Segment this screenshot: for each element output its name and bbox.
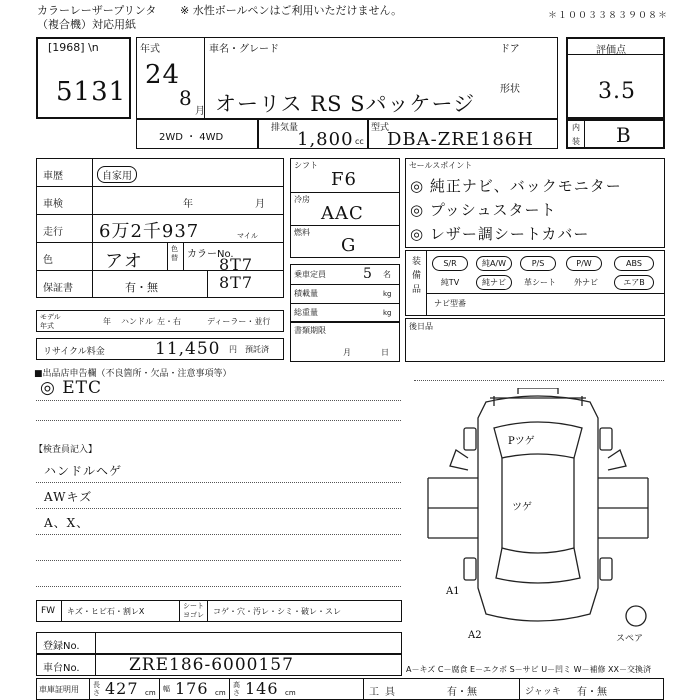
year-value: 24 xyxy=(145,60,181,90)
capacity-value: 5 xyxy=(363,266,373,282)
history-label: 車歴 xyxy=(43,171,63,182)
model-value: オーリス RS Sパッケージ xyxy=(215,92,476,116)
docs-month: 月 xyxy=(343,348,351,357)
model-year-year: 年 xyxy=(103,317,111,326)
recycle-label: リサイクル料金 xyxy=(43,347,105,357)
printer-note-2: （複合機）対応用紙 xyxy=(37,18,136,31)
docs-box xyxy=(290,322,400,362)
inspection-label: 車検 xyxy=(43,199,63,210)
mileage-label: 走行 xyxy=(43,227,63,238)
height-label: 高さ xyxy=(233,681,240,697)
width-label: 幅 xyxy=(163,685,170,693)
capacity-label: 乗車定員 xyxy=(294,270,326,279)
equip-abs: ABS xyxy=(614,256,654,271)
displacement-box xyxy=(258,119,368,149)
history-value: 自家用 xyxy=(97,166,137,183)
declaration-label: ■出品店申告欄（不良箇所・欠品・注意事項等） xyxy=(34,369,232,379)
model-label: 車名・グレード xyxy=(209,44,279,55)
equip-airbag: エアB xyxy=(614,275,654,290)
printer-note: カラーレーザープリンタ xyxy=(37,4,157,17)
interior-label-1: 内 xyxy=(572,123,580,132)
equip-pw: P/W xyxy=(566,256,602,271)
inspector-note-3: A、X、 xyxy=(44,516,90,530)
length-value: 427 xyxy=(105,679,139,698)
docs-day: 日 xyxy=(381,348,389,357)
mark-front: Pツゲ xyxy=(508,436,535,447)
jack-value: 有・無 xyxy=(577,687,607,698)
seat-status: コゲ・穴・汚レ・シミ・破レ・スレ xyxy=(213,607,341,616)
vehicle-header xyxy=(136,37,558,119)
lot-number: 5131 xyxy=(56,77,127,107)
selling-points xyxy=(405,158,665,248)
recycle-row xyxy=(36,338,284,360)
mark-a1: A1 xyxy=(446,586,460,597)
mileage-value: 6万2千937 xyxy=(99,221,200,242)
lot-tag: [1968] \n xyxy=(48,41,99,54)
cc-unit: cc xyxy=(355,137,364,146)
spare-label: スペア xyxy=(616,634,644,644)
colorno-value-2: 8T7 xyxy=(219,273,254,292)
width-unit: cm xyxy=(215,689,226,697)
warranty-value: 有・無 xyxy=(125,281,158,294)
handle-lr: 左・右 xyxy=(157,317,181,326)
capacity-unit: 名 xyxy=(383,270,391,279)
type-label: 型式 xyxy=(371,123,390,133)
inspection-month: 月 xyxy=(255,199,265,210)
equip-tv: 純TV xyxy=(440,278,460,287)
equipment-box xyxy=(405,250,665,316)
fuel-value: G xyxy=(341,235,357,256)
drive-box xyxy=(136,119,258,149)
selling-point-2: ◎ プッシュスタート xyxy=(410,201,557,219)
equip-leather: 革シート xyxy=(524,278,556,287)
handle-label: ハンドル xyxy=(121,317,153,326)
mark-a2: A2 xyxy=(468,630,482,638)
year-month: 8 xyxy=(179,86,193,110)
chassis-value: ZRE186-6000157 xyxy=(129,655,294,675)
jack-label: ジャッキ xyxy=(525,687,561,697)
color-change-label: 色替 xyxy=(171,245,178,262)
score-box xyxy=(566,37,665,119)
equipment-label: 装備品 xyxy=(412,257,422,295)
interior-box xyxy=(566,119,665,149)
registration-row xyxy=(36,632,402,654)
score-label: 評価点 xyxy=(596,45,626,56)
recycle-value: 11,450 xyxy=(155,339,221,359)
door-label: ドア xyxy=(500,44,520,55)
specs-box xyxy=(290,158,400,258)
drive-label: 2WD ・ 4WD xyxy=(159,132,224,143)
dealer-label: ディーラー・並行 xyxy=(207,317,271,326)
damage-legend: A－キズ C－腐食 E－エクボ S－サビ U－凹ミ W－補修 XX－交換済 xyxy=(406,665,652,674)
shift-label: シフト xyxy=(294,161,318,170)
rear-equipment xyxy=(405,318,665,362)
model-year-label2: 年式 xyxy=(40,322,54,330)
equip-extnavi: 外ナビ xyxy=(574,278,598,287)
seat-label: シートヨゴレ xyxy=(183,602,204,619)
mileage-unit: マイル xyxy=(237,232,258,240)
year-label: 年式 xyxy=(140,44,160,55)
load-unit: kg xyxy=(383,290,392,298)
color-value: アオ xyxy=(105,251,143,272)
selling-label: セールスポイント xyxy=(409,161,473,170)
shape-label: 形状 xyxy=(500,84,520,95)
length-unit: cm xyxy=(145,689,156,697)
interior-label-2: 装 xyxy=(572,137,580,146)
height-value: 146 xyxy=(245,679,279,698)
width-value: 176 xyxy=(175,679,209,698)
inspection-year: 年 xyxy=(183,199,193,210)
capacity-box xyxy=(290,264,400,322)
barcode-text: ＊１００３３８３９０８＊ xyxy=(548,11,669,21)
bottom-row xyxy=(36,678,664,700)
weight-label: 総重量 xyxy=(294,308,318,317)
registration-label: 登録No. xyxy=(43,641,80,652)
mark-center: ツゲ xyxy=(512,502,532,513)
model-year-label1: モデル xyxy=(40,313,61,321)
displacement-value: 1,800 xyxy=(297,129,354,150)
declaration-value: ◎ ETC xyxy=(40,378,102,398)
color-label: 色 xyxy=(43,255,53,266)
info-table xyxy=(36,158,284,298)
chassis-label: 車台No. xyxy=(43,663,80,674)
navi-model-label: ナビ型番 xyxy=(434,299,466,308)
model-year-row xyxy=(36,310,284,332)
colorno-label: カラーNo. xyxy=(187,249,234,260)
type-box xyxy=(368,119,558,149)
tools-value: 有・無 xyxy=(447,687,477,698)
inspector-label: 【検査員記入】 xyxy=(34,445,98,455)
fw-label: FW xyxy=(41,606,56,616)
aircon-value: AAC xyxy=(321,203,364,224)
inspector-note-2: AWキズ xyxy=(44,490,93,504)
car-diagram xyxy=(408,388,670,638)
fuel-label: 燃料 xyxy=(294,228,310,237)
month-mark: 月 xyxy=(195,106,205,117)
score-value: 3.5 xyxy=(598,79,636,104)
equip-aw: 純A/W xyxy=(476,256,512,271)
equip-sr: S/R xyxy=(432,256,468,271)
fw-row xyxy=(36,600,402,622)
length-label: 長さ xyxy=(93,681,100,697)
weight-unit: kg xyxy=(383,309,392,317)
chassis-row xyxy=(36,654,402,676)
equip-navi: 純ナビ xyxy=(476,275,512,290)
aircon-label: 冷房 xyxy=(294,195,310,204)
selling-point-1: ◎ 純正ナビ、バックモニター xyxy=(410,177,622,195)
colorno-value: 8T7 xyxy=(219,255,254,274)
inspector-note-1: ハンドルヘゲ xyxy=(44,464,123,478)
interior-value: B xyxy=(616,123,632,147)
recycle-unit: 円 xyxy=(229,345,237,354)
selling-point-3: ◎ レザー調シートカバー xyxy=(410,225,590,243)
cert-label: 車庫証明用 xyxy=(39,685,79,694)
shift-value: F6 xyxy=(331,169,357,190)
displacement-label: 排気量 xyxy=(271,123,299,133)
type-value: DBA-ZRE186H xyxy=(387,129,534,150)
recycle-status: 預託済 xyxy=(245,345,269,354)
docs-label: 書類期限 xyxy=(294,326,326,335)
equip-ps: P/S xyxy=(520,256,556,271)
fw-chips: キズ・ヒビ石・割レX xyxy=(67,607,145,616)
tools-label: 工具 xyxy=(369,687,401,698)
lot-box xyxy=(36,37,131,119)
warranty-label: 保証書 xyxy=(43,283,73,294)
pen-note: ※ 水性ボールペンはご利用いただけません。 xyxy=(180,4,403,17)
load-label: 積載量 xyxy=(294,289,318,298)
rear-equipment-label: 後日品 xyxy=(409,322,433,331)
height-unit: cm xyxy=(285,689,296,697)
